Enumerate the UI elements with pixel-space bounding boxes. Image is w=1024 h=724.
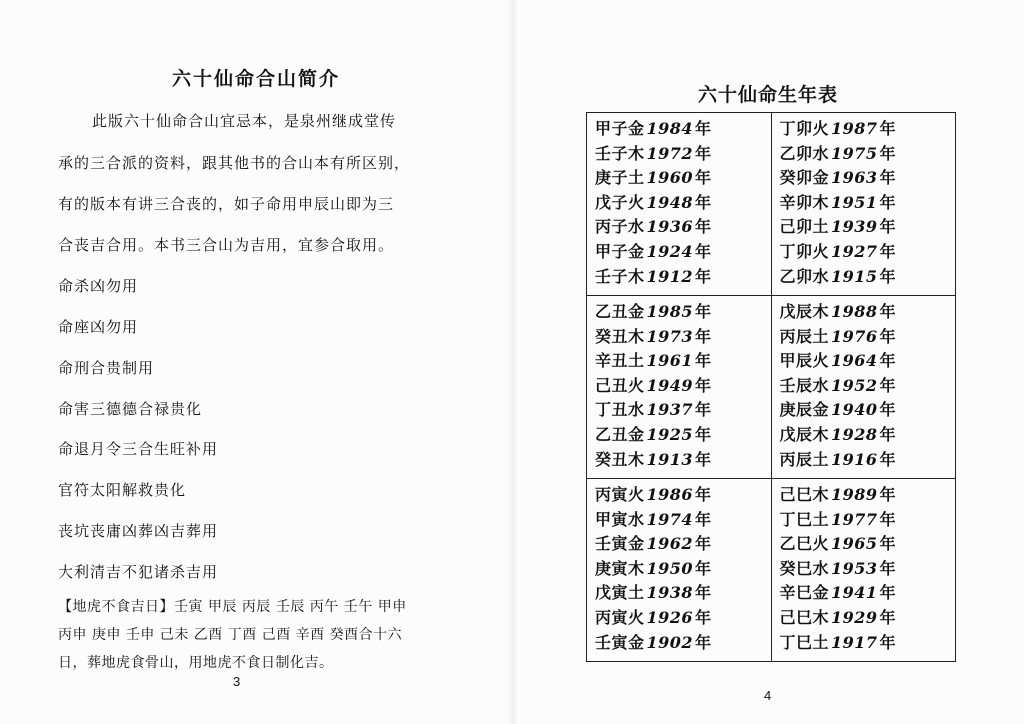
year-entry <box>595 117 771 142</box>
year-entry <box>595 532 771 557</box>
year-value: 1987 <box>831 119 878 138</box>
year-suffix: 年 <box>879 485 897 504</box>
year-value: 1927 <box>831 241 878 261</box>
year-entry <box>595 240 771 265</box>
year-value: 1984 <box>646 119 694 138</box>
ganzhi-label: 癸丑木 <box>595 326 645 346</box>
year-value: 1961 <box>646 351 694 371</box>
year-value: 1975 <box>831 143 878 163</box>
ganzhi-label: 丁卯火 <box>779 119 830 138</box>
ganzhi-label: 丁巳土 <box>779 509 830 529</box>
year-entry <box>780 300 956 325</box>
year-suffix: 年 <box>695 266 712 286</box>
table-row <box>587 113 956 296</box>
table-cell <box>587 296 772 479</box>
year-suffix: 年 <box>879 400 897 420</box>
year-entry <box>595 581 771 606</box>
table-cell <box>587 113 772 296</box>
year-value: 1964 <box>831 351 878 371</box>
year-suffix: 年 <box>695 424 712 444</box>
year-value: 1902 <box>646 632 694 652</box>
year-suffix: 年 <box>879 558 897 578</box>
ganzhi-label: 癸卯金 <box>779 168 830 188</box>
ganzhi-label: 庚辰金 <box>779 400 830 420</box>
year-value: 1951 <box>831 192 878 212</box>
year-value: 1924 <box>646 241 694 261</box>
right-page-title: 六十仙命生年表 <box>697 84 838 106</box>
year-entry <box>780 215 956 240</box>
ganzhi-label: 庚寅木 <box>595 558 645 578</box>
ganzhi-label: 辛丑土 <box>595 351 645 371</box>
year-value: 1937 <box>646 400 694 420</box>
ganzhi-label: 丙辰土 <box>779 449 830 469</box>
year-value: 1986 <box>646 485 694 504</box>
year-value: 1915 <box>831 266 878 286</box>
year-value: 1917 <box>831 632 878 652</box>
ganzhi-label: 壬辰水 <box>779 375 830 395</box>
year-entry <box>595 631 771 656</box>
year-entry <box>780 142 956 167</box>
note-line: 丙申 庚申 壬申 己未 乙酉 丁酉 己酉 辛酉 癸酉合十六 <box>58 627 403 643</box>
year-entry <box>595 483 771 508</box>
year-entry <box>780 557 956 582</box>
year-value: 1938 <box>646 583 694 603</box>
ganzhi-label: 甲子金 <box>595 119 645 138</box>
year-value: 1953 <box>831 558 878 578</box>
year-suffix: 年 <box>695 302 712 321</box>
year-value: 1952 <box>831 375 878 395</box>
year-suffix: 年 <box>879 449 897 469</box>
year-suffix: 年 <box>695 241 712 261</box>
year-entry <box>595 166 771 191</box>
table-row <box>587 479 956 662</box>
ganzhi-label: 乙卯水 <box>779 143 830 163</box>
year-suffix: 年 <box>879 583 897 603</box>
year-suffix: 年 <box>879 375 897 395</box>
intro-line: 承的三合派的资料，跟其他书的合山本有所区别， <box>58 154 411 172</box>
page-number: 4 <box>764 688 772 703</box>
year-suffix: 年 <box>695 449 712 469</box>
intro-line: 有的版本有讲三合丧的，如子命用申辰山即为三 <box>58 195 395 213</box>
intro-line: 合丧吉合用。本书三合山为吉用，宜参合取用。 <box>58 236 395 254</box>
year-entry <box>780 508 956 533</box>
year-suffix: 年 <box>695 217 712 237</box>
year-suffix: 年 <box>879 302 897 321</box>
year-entry <box>595 448 771 473</box>
year-suffix: 年 <box>695 119 712 138</box>
year-value: 1973 <box>646 326 694 346</box>
year-suffix: 年 <box>879 266 897 286</box>
year-suffix: 年 <box>695 632 712 652</box>
ganzhi-label: 丙寅火 <box>595 485 645 504</box>
year-suffix: 年 <box>879 192 897 212</box>
year-suffix: 年 <box>695 400 712 420</box>
year-entry <box>595 374 771 399</box>
ganzhi-label: 戊辰木 <box>779 302 830 321</box>
rule-line: 丧坑丧庸凶葬凶吉葬用 <box>58 522 219 540</box>
year-value: 1972 <box>646 143 694 163</box>
year-suffix: 年 <box>879 509 897 529</box>
year-value: 1936 <box>646 217 694 237</box>
ganzhi-label: 辛巳金 <box>779 583 830 603</box>
year-suffix: 年 <box>695 485 712 504</box>
year-entry <box>780 532 956 557</box>
rule-line: 命杀凶勿用 <box>58 277 139 295</box>
year-value: 1939 <box>831 217 878 237</box>
rule-line: 命退月令三合生旺补用 <box>58 440 219 458</box>
year-value: 1977 <box>831 509 878 529</box>
year-value: 1989 <box>831 485 878 504</box>
year-value: 1985 <box>646 302 694 321</box>
right-page <box>512 0 1024 724</box>
year-value: 1929 <box>831 607 878 627</box>
ganzhi-label: 壬子木 <box>595 266 645 286</box>
year-entry <box>595 508 771 533</box>
birth-year-table <box>586 112 956 662</box>
year-entry <box>780 483 956 508</box>
rule-line: 命害三德德合禄贵化 <box>58 400 203 418</box>
ganzhi-label: 乙卯水 <box>779 266 830 286</box>
year-entry <box>595 142 771 167</box>
year-suffix: 年 <box>879 632 897 652</box>
ganzhi-label: 甲子金 <box>595 241 645 261</box>
rule-line: 大利清吉不犯诸杀吉用 <box>58 563 219 581</box>
note-line: 【地虎不食吉日】壬寅 甲辰 丙辰 壬辰 丙午 壬午 甲申 <box>58 599 407 615</box>
year-value: 1912 <box>646 266 694 286</box>
year-value: 1928 <box>831 424 878 444</box>
year-entry <box>780 349 956 374</box>
year-value: 1916 <box>831 449 878 469</box>
year-suffix: 年 <box>695 326 712 346</box>
year-value: 1965 <box>831 534 878 554</box>
year-value: 1913 <box>646 449 694 469</box>
ganzhi-label: 丁巳土 <box>779 632 830 652</box>
year-entry <box>595 398 771 423</box>
year-suffix: 年 <box>695 375 712 395</box>
year-entry <box>595 606 771 631</box>
year-value: 1940 <box>831 400 878 420</box>
year-value: 1950 <box>646 558 694 578</box>
year-value: 1925 <box>646 424 694 444</box>
table-row <box>587 296 956 479</box>
year-entry <box>780 166 956 191</box>
year-value: 1962 <box>646 534 694 554</box>
year-suffix: 年 <box>879 326 897 346</box>
year-entry <box>595 215 771 240</box>
year-entry <box>780 423 956 448</box>
ganzhi-label: 丙子水 <box>595 217 645 237</box>
ganzhi-label: 壬寅金 <box>595 534 645 554</box>
ganzhi-label: 己丑火 <box>595 375 645 395</box>
year-suffix: 年 <box>879 143 897 163</box>
year-entry <box>595 349 771 374</box>
year-suffix: 年 <box>695 558 712 578</box>
year-entry <box>780 448 956 473</box>
ganzhi-label: 丁丑水 <box>595 400 645 420</box>
ganzhi-label: 己巳木 <box>779 485 830 504</box>
year-suffix: 年 <box>695 534 712 554</box>
ganzhi-label: 乙丑金 <box>595 302 645 321</box>
year-suffix: 年 <box>695 583 712 603</box>
ganzhi-label: 戊子火 <box>595 192 645 212</box>
year-entry <box>780 117 956 142</box>
year-suffix: 年 <box>695 168 712 188</box>
year-suffix: 年 <box>695 143 712 163</box>
year-entry <box>780 240 956 265</box>
year-entry <box>780 581 956 606</box>
table-cell <box>587 479 772 662</box>
rule-line: 命座凶勿用 <box>58 318 139 336</box>
year-value: 1948 <box>646 192 694 212</box>
year-suffix: 年 <box>879 607 897 627</box>
year-value: 1974 <box>646 509 694 529</box>
ganzhi-label: 壬子木 <box>595 143 645 163</box>
intro-line: 此版六十仙命合山宜忌本，是泉州继成堂传 <box>92 112 397 130</box>
year-suffix: 年 <box>695 351 712 371</box>
year-entry <box>780 398 956 423</box>
year-suffix: 年 <box>695 509 712 529</box>
year-value: 1926 <box>646 607 694 627</box>
year-entry <box>595 423 771 448</box>
rule-line: 命刑合贵制用 <box>58 359 155 377</box>
ganzhi-label: 乙丑金 <box>595 424 645 444</box>
year-value: 1960 <box>646 168 694 188</box>
year-value: 1963 <box>831 168 878 188</box>
table-cell <box>771 479 956 662</box>
ganzhi-label: 丙寅火 <box>595 607 645 627</box>
table-cell <box>771 113 956 296</box>
ganzhi-label: 庚子土 <box>595 168 645 188</box>
ganzhi-label: 己卯土 <box>779 217 830 237</box>
ganzhi-label: 甲寅水 <box>595 509 645 529</box>
table-cell <box>771 296 956 479</box>
year-entry <box>595 265 771 290</box>
year-entry <box>780 374 956 399</box>
ganzhi-label: 戊辰木 <box>779 424 830 444</box>
year-entry <box>780 325 956 350</box>
year-suffix: 年 <box>879 351 897 371</box>
year-value: 1988 <box>831 302 878 321</box>
year-entry <box>780 265 956 290</box>
year-suffix: 年 <box>879 217 897 237</box>
ganzhi-label: 己巳木 <box>779 607 830 627</box>
year-entry <box>595 191 771 216</box>
ganzhi-label: 戊寅土 <box>595 583 645 603</box>
left-page-title: 六十仙命合山简介 <box>171 68 340 90</box>
year-suffix: 年 <box>879 241 897 261</box>
ganzhi-label: 癸丑木 <box>595 449 645 469</box>
ganzhi-label: 癸巳水 <box>779 558 830 578</box>
year-suffix: 年 <box>879 119 897 138</box>
ganzhi-label: 壬寅金 <box>595 632 645 652</box>
year-suffix: 年 <box>879 168 897 188</box>
ganzhi-label: 辛卯木 <box>779 192 830 212</box>
ganzhi-label: 丙辰土 <box>779 326 830 346</box>
year-value: 1949 <box>646 375 694 395</box>
ganzhi-label: 丁卯火 <box>779 241 830 261</box>
year-suffix: 年 <box>695 607 712 627</box>
year-entry <box>780 606 956 631</box>
ganzhi-label: 甲辰火 <box>779 351 830 371</box>
rule-line: 官符太阳解救贵化 <box>58 481 187 499</box>
ganzhi-label: 乙巳火 <box>779 534 830 554</box>
year-suffix: 年 <box>695 192 712 212</box>
year-suffix: 年 <box>879 424 897 444</box>
year-entry <box>780 191 956 216</box>
year-suffix: 年 <box>879 534 897 554</box>
note-line: 日，葬地虎食骨山，用地虎不食日制化吉。 <box>58 655 334 671</box>
year-entry <box>595 300 771 325</box>
year-entry <box>780 631 956 656</box>
year-value: 1941 <box>831 583 878 603</box>
year-entry <box>595 325 771 350</box>
year-entry <box>595 557 771 582</box>
page-number: 3 <box>233 674 241 689</box>
year-value: 1976 <box>831 326 878 346</box>
